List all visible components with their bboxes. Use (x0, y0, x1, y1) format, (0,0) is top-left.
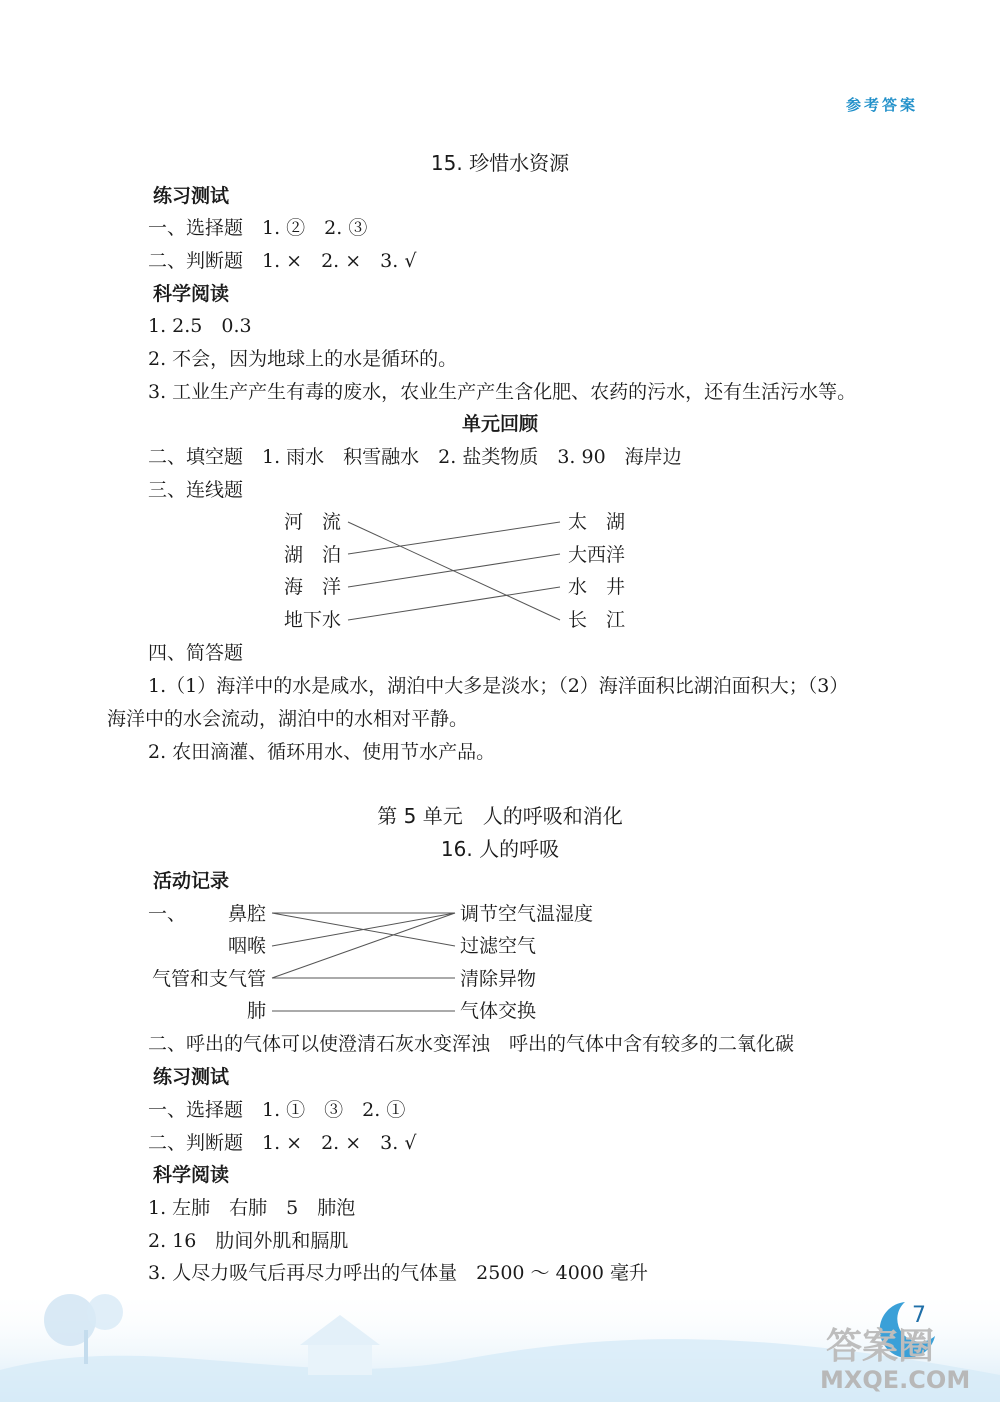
match-left-item: 海 洋 (284, 576, 342, 598)
practice-heading: 练习测试 (153, 1066, 230, 1088)
lesson-16-title: 16. 人的呼吸 (440, 837, 560, 861)
short-answer-1-line2: 海洋中的水会流动，湖泊中的水相对平静。 (107, 708, 469, 730)
match-left-item: 湖 泊 (284, 544, 342, 566)
reading-answer-3: 3. 人尽力吸气后再尽力呼出的气体量 2500 ～ 4000 毫升 (148, 1262, 648, 1284)
reading-answer-2: 2. 不会，因为地球上的水是循环的。 (148, 348, 458, 370)
unit-5-title: 第 5 单元 人的呼吸和消化 (377, 804, 623, 828)
watermark-url: MXQE.COM (820, 1366, 971, 1394)
match-right-item: 大西洋 (568, 544, 626, 566)
reading-heading: 科学阅读 (153, 1164, 230, 1186)
reading-answer-1: 1. 左肺 右肺 5 肺泡 (148, 1197, 356, 1219)
judge-answers: 二、判断题 1. × 2. × 3. √ (148, 1132, 417, 1154)
choice-answers: 一、选择题 1. ② 2. ③ (148, 217, 368, 239)
unit-review-heading: 单元回顾 (461, 413, 538, 435)
short-answer-heading: 四、简答题 (148, 642, 244, 664)
choice-answers: 一、选择题 1. ① ③ 2. ① (148, 1099, 406, 1121)
function-item: 气体交换 (460, 1000, 537, 1022)
activity-heading: 活动记录 (153, 870, 230, 892)
fill-answers: 二、填空题 1. 雨水 积雪融水 2. 盐类物质 3. 90 海岸边 (148, 446, 682, 468)
organ-item: 气管和支气管 (151, 968, 266, 990)
short-answer-1-line1: 1.（1）海洋中的水是咸水，湖泊中大多是淡水；（2）海洋面积比湖泊面积大；（3） (148, 675, 849, 697)
reading-answer-3: 3. 工业生产产生有毒的废水，农业生产产生含化肥、农药的污水，还有生活污水等。 (148, 381, 857, 403)
header-reference-label: 参考答案 (846, 96, 919, 114)
organ-item: 咽喉 (227, 935, 266, 957)
short-answer-2: 2. 农田滴灌、循环用水、使用节水产品。 (148, 741, 496, 763)
function-item: 清除异物 (460, 968, 537, 990)
match-left-item: 地下水 (284, 609, 342, 631)
matching-heading: 三、连线题 (148, 479, 244, 501)
function-item: 调节空气温湿度 (460, 903, 594, 925)
reading-answer-1: 1. 2.5 0.3 (148, 315, 252, 337)
reading-heading: 科学阅读 (153, 283, 230, 305)
lesson-15-title: 15. 珍惜水资源 (430, 151, 570, 175)
match-left-item: 河 流 (284, 511, 342, 533)
reading-answer-2: 2. 16 肋间外肌和膈肌 (148, 1230, 349, 1252)
organ-item: 肺 (246, 1000, 266, 1022)
function-item: 过滤空气 (460, 935, 537, 957)
match-right-item: 太 湖 (568, 511, 626, 533)
match-right-item: 长 江 (568, 609, 626, 631)
activity-prefix: 一、 (148, 903, 187, 925)
match-line (272, 913, 455, 978)
practice-heading: 练习测试 (153, 185, 230, 207)
organ-item: 鼻腔 (227, 903, 266, 925)
judge-answers: 二、判断题 1. × 2. × 3. √ (148, 250, 417, 272)
watermark-logo-text: 答案圈 (826, 1326, 935, 1367)
activity-part-2: 二、呼出的气体可以使澄清石灰水变浑浊 呼出的气体中含有较多的二氧化碳 (148, 1033, 795, 1055)
match-right-item: 水 井 (568, 576, 626, 598)
page-number: 7 (912, 1303, 926, 1328)
